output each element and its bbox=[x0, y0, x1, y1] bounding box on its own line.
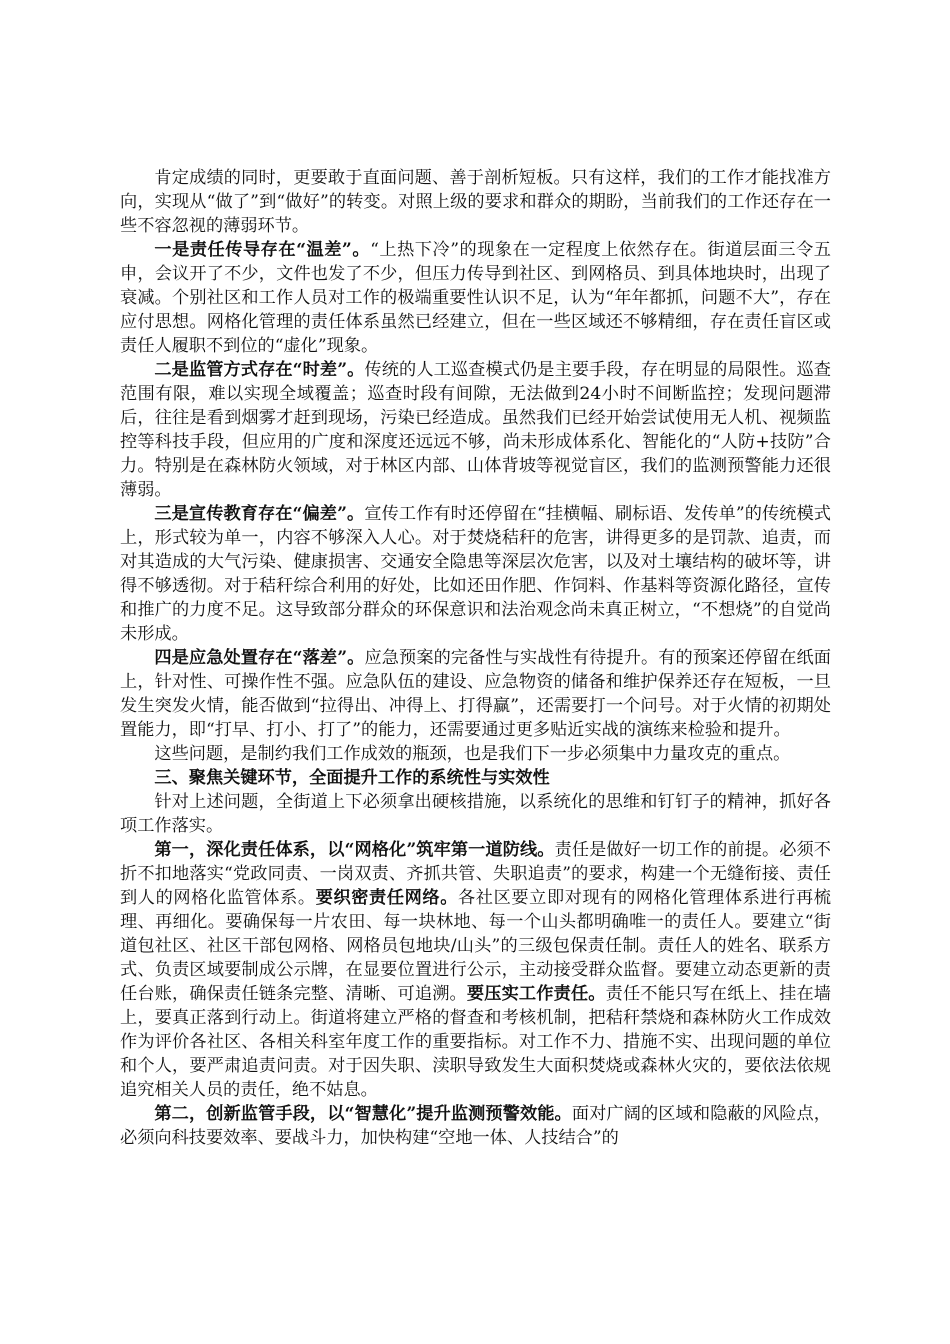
paragraph-text: 这些问题，是制约我们工作成效的瓶颈，也是我们下一步必须集中力量攻克的重点。 bbox=[154, 744, 791, 764]
paragraph-issue-3 bbox=[120, 502, 831, 646]
paragraph-sub-lead: 要压实工作责任。 bbox=[466, 984, 606, 1004]
paragraph-lead: 四是应急处置存在“落差”。 bbox=[154, 648, 365, 668]
paragraph-measure-1 bbox=[120, 838, 831, 1102]
paragraph-section-intro bbox=[120, 790, 831, 838]
paragraph-text: 责任是做好一切工作的前提。必须不折不扣地落实“党政同责、一岗双责、齐抓共管、失职追责”的要求，构建一个无缝衔接、责任到人的网格化监管体系。 bbox=[120, 840, 831, 908]
paragraph-lead: 一是责任传导存在“温差”。 bbox=[154, 240, 371, 260]
paragraph-text: “上热下冷”的现象在一定程度上依然存在。街道层面三令五申，会议开了不少，文件也发了不少，但压力传导到社区、到网格员、到具体地块时，出现了衰减。个别社区和工作人员对工作的极端重要性认识不足，认为“年年都抓，问题不大”，存在应付思想。网格化管理的责任体系虽然已经建立，但在一些区域还不够精细，存在责任盲区或责任人履职不到位的“虚化”现象。 bbox=[120, 240, 831, 356]
paragraph-sub-lead: 要织密责任网络。 bbox=[315, 888, 458, 908]
paragraph-lead: 二是监管方式存在“时差”。 bbox=[154, 360, 365, 380]
paragraph-lead: 第一，深化责任体系，以“网格化”筑牢第一道防线。 bbox=[154, 840, 555, 860]
paragraph-text: 各社区要立即对现有的网格化管理体系进行再梳理、再细化。要确保每一片农田、每一块林地、每一个山头都明确唯一的责任人。要建立“街道包社区、社区干部包网格、网格员包地块/山头”的三级包保责任制。责任人的姓名、联系方式、负责区域要制成公示牌，在显要位置进行公示，主动接受群众监督。要建立动态更新的责任台账，确保责任链条完整、清晰、可追溯。 bbox=[120, 888, 831, 1004]
paragraph-lead: 三是宣传教育存在“偏差”。 bbox=[154, 504, 365, 524]
paragraph-intro bbox=[120, 166, 831, 238]
paragraph-text: 应急预案的完备性与实战性有待提升。有的预案还停留在纸面上，针对性、可操作性不强。应急队伍的建设、应急物资的储备和维护保养还存在短板，一旦发生突发火情，能否做到“拉得出、冲得上、打得赢”，还需要打一个问号。对于火情的初期处置能力，即“打早、打小、打了”的能力，还需要通过更多贴近实战的演练来检验和提升。 bbox=[120, 648, 831, 740]
section-heading: 三、聚焦关键环节，全面提升工作的系统性与实效性 bbox=[154, 768, 550, 788]
paragraph-text: 责任不能只写在纸上、挂在墙上，要真正落到行动上。街道将建立严格的督查和考核机制，把秸秆禁烧和森林防火工作成效作为评价各社区、各相关科室年度工作的重要指标。对工作不力、措施不实、出现问题的单位和个人，要严肃追责问责。对于因失职、渎职导致发生大面积焚烧或森林火灾的，要依法依规追究相关人员的责任，绝不姑息。 bbox=[120, 984, 831, 1100]
paragraph-text: 传统的人工巡查模式仍是主要手段，存在明显的局限性。巡查范围有限，难以实现全域覆盖；巡查时段有间隙，无法做到24小时不间断监控；发现问题滞后，往往是看到烟雾才赶到现场，污染已经造成。虽然我们已经开始尝试使用无人机、视频监控等科技手段，但应用的广度和深度还远远不够，尚未形成体系化、智能化的“人防+技防”合力。特别是在森林防火领域，对于林区内部、山体背坡等视觉盲区，我们的监测预警能力还很薄弱。 bbox=[120, 360, 831, 500]
paragraph-lead: 第二，创新监管手段，以“智慧化”提升监测预警效能。 bbox=[154, 1104, 572, 1124]
paragraph-issue-2 bbox=[120, 358, 831, 502]
paragraph-issue-1 bbox=[120, 238, 831, 358]
paragraph-text: 针对上述问题，全街道上下必须拿出硬核措施，以系统化的思维和钉钉子的精神，抓好各项工作落实。 bbox=[120, 792, 831, 836]
paragraph-summary bbox=[120, 742, 831, 766]
paragraph-text: 肯定成绩的同时，更要敢于直面问题、善于剖析短板。只有这样，我们的工作才能找准方向，实现从“做了”到“做好”的转变。对照上级的要求和群众的期盼，当前我们的工作还存在一些不容忽视的薄弱环节。 bbox=[120, 168, 831, 236]
paragraph-issue-4 bbox=[120, 646, 831, 742]
paragraph-text: 宣传工作有时还停留在“挂横幅、刷标语、发传单”的传统模式上，形式较为单一，内容不够深入人心。对于焚烧秸秆的危害，讲得更多的是罚款、追责，而对其造成的大气污染、健康损害、交通安全隐患等深层次危害，以及对土壤结构的破坏等，讲得不够透彻。对于秸秆综合利用的好处，比如还田作肥、作饲料、作基料等资源化路径，宣传和推广的力度不足。这导致部分群众的环保意识和法治观念尚未真正树立，“不想烧”的自觉尚未形成。 bbox=[120, 504, 831, 644]
paragraph-measure-2 bbox=[120, 1102, 831, 1150]
paragraph-text: 面对广阔的区域和隐蔽的风险点，必须向科技要效率、要战斗力，加快构建“空地一体、人技结合”的 bbox=[120, 1104, 831, 1148]
document-body bbox=[120, 166, 831, 1150]
